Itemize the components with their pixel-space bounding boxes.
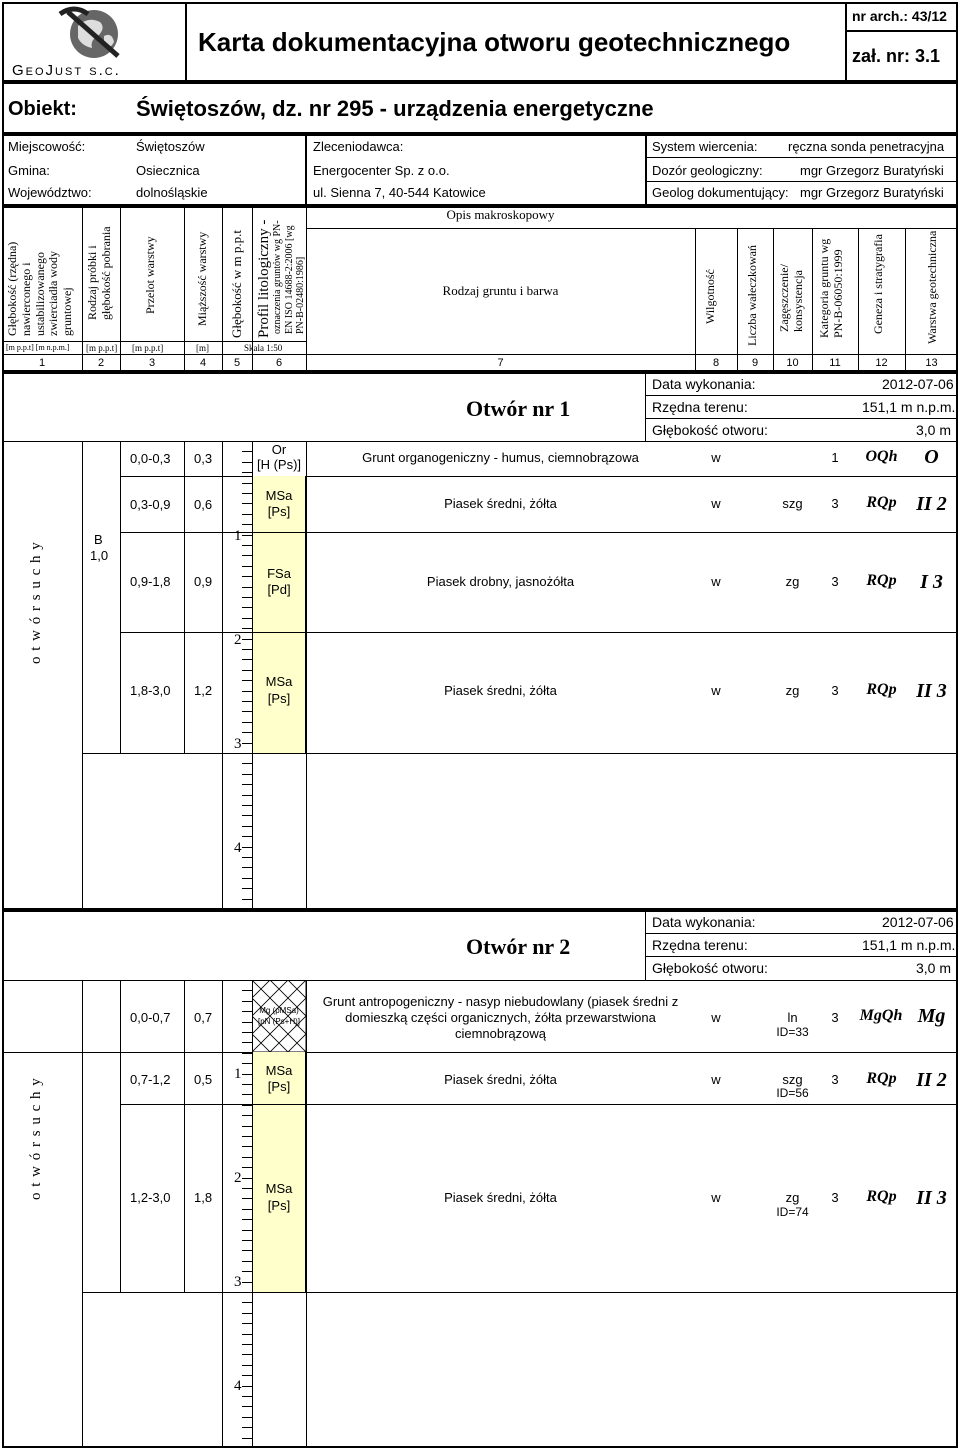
depth-tick (242, 1334, 252, 1335)
col-num-4: 4 (199, 357, 207, 369)
depth-tick (242, 1032, 252, 1033)
hole1-depth: 3,0 m (916, 422, 952, 438)
depth-tick (242, 545, 252, 546)
h1-l3-w: w (711, 683, 721, 698)
unit-col1: [m p.p.t] [m n.p.m.] (6, 343, 70, 352)
h2-l1-w: w (711, 1072, 721, 1087)
depth-tick (242, 847, 252, 848)
col5-header: Głębokość w m p.p.t (229, 230, 244, 338)
depth-tick (242, 1375, 252, 1376)
h2-l0-opis2: domieszką części organicznych, żółta przewarstwiona (345, 1010, 656, 1025)
depth-tick (242, 888, 252, 889)
col-num-8: 8 (712, 357, 720, 369)
h1-l3-sym1: MSa (265, 674, 293, 689)
hole1-elevation: 151,1 m n.p.m. (862, 399, 956, 415)
h1-l3-opis: Piasek średni, żółta (444, 683, 557, 698)
h1-l2-w: w (711, 574, 721, 589)
depth-tick (242, 722, 252, 723)
depth-tick (242, 1386, 252, 1387)
h1-l0-gen: OQh (865, 448, 898, 465)
hole2-elevation: 151,1 m n.p.m. (862, 937, 956, 953)
depth-tick (242, 576, 252, 577)
h2-depth-1: 1 (234, 1066, 242, 1082)
depth-tick (242, 462, 252, 463)
hole2-depth: 3,0 m (916, 960, 952, 976)
depth-tick (242, 514, 252, 515)
h1-l1-w: w (711, 496, 721, 511)
unit-col2: [m p.p.t] (86, 343, 118, 353)
h1-depth-2: 2 (234, 632, 242, 648)
col-num-10: 10 (786, 357, 799, 369)
depth-tick (242, 1240, 252, 1241)
col-num-2: 2 (97, 357, 105, 369)
h1-depth-3: 3 (234, 736, 242, 752)
h1-l2-sym2: [Pd] (267, 582, 291, 597)
col-num-9: 9 (751, 357, 759, 369)
h2-l2-mia: 1,8 (194, 1190, 213, 1205)
h1-l3-war: II 3 (916, 680, 947, 702)
h1-l2-kat: 3 (831, 574, 839, 589)
depth-tick (242, 1198, 252, 1199)
hole1-date: 2012-07-06 (882, 376, 954, 392)
depth-tick (242, 1302, 252, 1303)
col-num-11: 11 (829, 357, 841, 369)
h2-l2-war: II 3 (916, 1187, 947, 1209)
geolog-label: Geolog dokumentujący: (652, 185, 789, 200)
h2-l2-sym1: MSa (265, 1181, 293, 1196)
depth-tick (242, 753, 252, 754)
depth-tick (242, 1250, 252, 1251)
attachment-number: zał. nr: 3.1 (852, 46, 941, 66)
depth-tick (242, 1261, 252, 1262)
col3-header: Przelot warstwy (143, 236, 157, 314)
document-title: Karta dokumentacyjna otworu geotechnicznego (198, 27, 791, 57)
hole2-date: 2012-07-06 (882, 914, 954, 930)
hole2-title: Otwór nr 2 (466, 934, 571, 959)
h1-l2-przelot: 0,9-1,8 (130, 574, 171, 589)
depth-tick (242, 711, 252, 712)
h2-l2-opis1: Piasek średni, żółta (444, 1190, 557, 1205)
h2-l0-w: w (711, 1010, 721, 1025)
col7-header: Rodzaj gruntu i barwa (442, 283, 559, 298)
h2-depth-3: 3 (234, 1274, 242, 1290)
depth-tick (242, 1105, 252, 1106)
depth-tick (242, 1188, 252, 1189)
unit-col4: [m] (196, 343, 209, 353)
depth-tick (242, 535, 252, 536)
hole1-elevation-label: Rzędna terenu: (652, 399, 748, 415)
hole2-side-label: o t w ó r s u c h y (28, 1077, 44, 1200)
depth-tick (242, 1230, 252, 1231)
h2-l2-id: ID=74 (776, 1205, 809, 1219)
h1-l2-opis: Piasek drobny, jasnożółta (426, 574, 575, 589)
depth-tick (242, 587, 252, 588)
col6-header-sub: oznaczenia gruntów wg PN-EN ISO 14688-2:2006 [wg PN-B-02480:1986] (272, 220, 306, 334)
depth-tick (242, 1354, 252, 1355)
depth-tick (242, 1167, 252, 1168)
gmina-label: Gmina: (8, 163, 50, 178)
wojewodztwo-value: dolnośląskie (136, 185, 208, 200)
wojewodztwo-label: Województwo: (8, 185, 92, 200)
depth-tick (242, 899, 252, 900)
h1-l3-sym2: [Ps] (267, 691, 291, 706)
depth-tick (242, 659, 252, 660)
hole1-title: Otwór nr 1 (466, 396, 571, 421)
col-num-12: 12 (875, 357, 888, 369)
depth-tick (242, 483, 252, 484)
depth-tick (242, 566, 252, 567)
depth-tick (242, 732, 252, 733)
depth-tick (242, 1094, 252, 1095)
h2-l0-mia: 0,7 (194, 1010, 213, 1025)
depth-tick (242, 836, 252, 837)
gmina-value: Osiecznica (136, 163, 200, 178)
h2-l1-kat: 3 (831, 1072, 839, 1087)
h2-l2-gen: RQp (866, 1188, 897, 1205)
h2-l2-przelot: 1,2-3,0 (130, 1190, 171, 1205)
depth-tick (242, 628, 252, 629)
depth-tick (242, 451, 252, 452)
h2-depth-4: 4 (234, 1378, 242, 1394)
depth-tick (242, 607, 252, 608)
hole1-sample-depth: 1,0 (90, 548, 109, 563)
h2-l1-przelot: 0,7-1,2 (130, 1072, 171, 1087)
depth-tick (242, 1136, 252, 1137)
depth-tick (242, 555, 252, 556)
hole1-side-label: o t w ó r s u c h y (28, 541, 44, 664)
h2-l0-gen: MgQh (859, 1007, 903, 1024)
depth-tick (242, 1427, 252, 1428)
h1-l1-sym2: [Ps] (267, 504, 291, 519)
dozor-label: Dozór geologiczny: (652, 163, 763, 178)
depth-tick (242, 867, 252, 868)
h2-l1-sym1: MSa (265, 1063, 293, 1078)
depth-tick (242, 493, 252, 494)
col13-header: Warstwa geotechniczna (925, 230, 939, 344)
depth-tick (242, 1084, 252, 1085)
h2-depth-2: 2 (234, 1170, 242, 1186)
h1-l3-kons: zg (785, 683, 800, 698)
depth-tick (242, 1313, 252, 1314)
col-num-5: 5 (233, 357, 241, 369)
depth-tick (242, 1292, 252, 1293)
hole1-date-label: Data wykonania: (652, 376, 756, 392)
depth-tick (242, 1344, 252, 1345)
depth-tick (242, 701, 252, 702)
col12-header: Geneza i stratygrafia (871, 234, 885, 334)
depth-tick (242, 597, 252, 598)
system-label: System wiercenia: (652, 139, 758, 154)
depth-tick (242, 795, 252, 796)
h1-l2-sym1: FSa (267, 566, 291, 581)
depth-tick (242, 1074, 252, 1075)
object-value: Świętoszów, dz. nr 295 - urządzenia energetyczne (136, 96, 654, 121)
depth-tick (242, 691, 252, 692)
h2-l1-opis1: Piasek średni, żółta (444, 1072, 557, 1087)
opis-header: Opis makroskopowy (446, 207, 555, 222)
depth-tick (242, 680, 252, 681)
depth-tick (242, 826, 252, 827)
h2-l0-kons: ln (787, 1010, 798, 1025)
h1-l0-war: O (924, 446, 939, 468)
h2-l2-w: w (711, 1190, 721, 1205)
depth-tick (242, 763, 252, 764)
depth-tick (242, 1115, 252, 1116)
depth-tick (242, 639, 252, 640)
zleceniodawca-address: ul. Sienna 7, 40-544 Katowice (313, 185, 486, 200)
depth-tick (242, 1417, 252, 1418)
depth-tick (242, 1022, 252, 1023)
h2-l1-id: ID=56 (776, 1086, 809, 1100)
hole2-fill-hatch (252, 980, 306, 1052)
h1-depth-1: 1 (234, 528, 242, 544)
depth-tick (242, 1063, 252, 1064)
depth-tick (242, 878, 252, 879)
h1-l2-kons: zg (785, 574, 800, 589)
h2-l2-kons: zg (785, 1190, 800, 1205)
h1-l1-war: II 2 (916, 493, 947, 515)
depth-tick (242, 815, 252, 816)
h2-l0-sym1: Mg (pMSa) (259, 1006, 299, 1015)
h1-l2-gen: RQp (866, 572, 897, 589)
h1-l0-sym2: [H (Ps)] (256, 457, 302, 472)
col1-header: Głębokość (rzędna) nawierconego i ustabilizowanego zwierciadła wody gruntowej (5, 241, 75, 336)
object-label: Obiekt: (8, 98, 77, 120)
depth-tick (242, 1365, 252, 1366)
h1-l0-sym1: Or (271, 442, 287, 457)
depth-tick (242, 743, 252, 744)
depth-tick (242, 1323, 252, 1324)
h1-l1-kons: szg (782, 496, 803, 511)
col-num-6: 6 (275, 357, 283, 369)
system-value: ręczna sonda penetracyjna (788, 139, 945, 154)
depth-tick (242, 1438, 252, 1439)
miejscowosc-label: Miejscowość: (8, 139, 86, 154)
depth-tick (242, 805, 252, 806)
depth-tick (242, 618, 252, 619)
h2-l1-war: II 2 (916, 1069, 947, 1091)
depth-tick (242, 1406, 252, 1407)
depth-tick (242, 857, 252, 858)
h2-l0-id: ID=33 (776, 1025, 809, 1039)
col-num-7: 7 (497, 357, 504, 369)
company-name: GeoJust s.c. (12, 62, 121, 79)
h2-l1-mia: 0,5 (194, 1072, 213, 1087)
h1-l0-opis: Grunt organogeniczny - humus, ciemnobrązowa (362, 450, 639, 465)
geolog-value: mgr Grzegorz Buratyński (800, 185, 944, 200)
zleceniodawca-label: Zleceniodawca: (313, 139, 404, 154)
depth-tick (242, 1219, 252, 1220)
depth-tick (242, 524, 252, 525)
archive-number: nr arch.: 43/12 (852, 8, 947, 24)
depth-tick (242, 1396, 252, 1397)
h2-l0-war: Mg (917, 1005, 946, 1027)
h1-l3-mia: 1,2 (194, 683, 213, 698)
scale-label: Skala 1:50 (244, 343, 283, 353)
depth-tick (242, 1271, 252, 1272)
h1-l1-przelot: 0,3-0,9 (130, 497, 171, 512)
h2-l1-gen: RQp (866, 1070, 897, 1087)
h1-l2-mia: 0,9 (194, 574, 213, 589)
h1-l3-kat: 3 (831, 683, 839, 698)
col-num-3: 3 (148, 357, 156, 369)
col11-header: Kategoria gruntu wg PN-B-06050:1999 (817, 238, 845, 338)
depth-tick (242, 441, 252, 442)
h1-l1-sym1: MSa (265, 488, 293, 503)
col2-header: Rodzaj próbki i głębokość pobrania (85, 226, 113, 320)
depth-tick (242, 1282, 252, 1283)
h1-l0-kat: 1 (831, 450, 839, 465)
h1-l3-przelot: 1,8-3,0 (130, 683, 171, 698)
hole1-sample-code: B (94, 532, 103, 547)
depth-tick (242, 784, 252, 785)
h2-l0-kat: 3 (831, 1010, 839, 1025)
h2-l0-przelot: 0,0-0,7 (130, 1010, 171, 1025)
depth-tick (242, 1157, 252, 1158)
h2-l0-opis3: ciemnobrązową (454, 1026, 547, 1041)
unit-col3: [m p.p.t] (132, 343, 164, 353)
h2-l1-sym2: [Ps] (267, 1079, 291, 1094)
col6-header-title: Profil litologiczny - (256, 219, 272, 338)
col10-header: Zagęszczenie/ konsystencja (777, 264, 805, 332)
col4-header: Miąższość warstwy (195, 231, 209, 326)
depth-tick (242, 670, 252, 671)
h1-depth-4: 4 (234, 840, 242, 856)
h1-l1-opis: Piasek średni, żółta (444, 496, 557, 511)
h2-l0-opis1: Grunt antropogeniczny - nasyp niebudowlany (piasek średni z (322, 994, 679, 1009)
depth-tick (242, 980, 252, 981)
col9-header: Liczba wałeczkowań (745, 245, 759, 346)
depth-tick (242, 1011, 252, 1012)
zleceniodawca-name: Energocenter Sp. z o.o. (313, 163, 450, 178)
dozor-value: mgr Grzegorz Buratyński (800, 163, 944, 178)
logo (8, 6, 180, 78)
h1-l1-kat: 3 (831, 496, 839, 511)
depth-tick (242, 472, 252, 473)
miejscowosc-value: Świętoszów (136, 139, 205, 154)
depth-tick (242, 1042, 252, 1043)
depth-tick (242, 774, 252, 775)
depth-tick (242, 1001, 252, 1002)
depth-tick (242, 1209, 252, 1210)
hole2-depth-label: Głębokość otworu: (652, 960, 768, 976)
depth-tick (242, 503, 252, 504)
hole2-frame (2, 910, 958, 1448)
h1-l2-war: I 3 (920, 571, 943, 593)
hole1-depth-label: Głębokość otworu: (652, 422, 768, 438)
h1-l3-gen: RQp (866, 681, 897, 698)
depth-tick (242, 1178, 252, 1179)
h1-l0-przelot: 0,0-0,3 (130, 451, 171, 466)
h2-l2-sym2: [Ps] (267, 1198, 291, 1213)
h2-l2-kat: 3 (831, 1190, 839, 1205)
h1-l1-mia: 0,6 (194, 497, 213, 512)
h1-l0-mia: 0,3 (194, 451, 213, 466)
h2-l0-sym2: [nN (Ps+H)] (257, 1017, 300, 1026)
hole2-elevation-label: Rzędna terenu: (652, 937, 748, 953)
h2-l1-kons: szg (782, 1072, 803, 1087)
depth-tick (242, 990, 252, 991)
h1-l0-w: w (711, 450, 721, 465)
hole2-date-label: Data wykonania: (652, 914, 756, 930)
depth-tick (242, 1126, 252, 1127)
col8-header: Wilgotność (703, 269, 717, 324)
col-num-1: 1 (38, 357, 46, 369)
depth-tick (242, 649, 252, 650)
depth-tick (242, 1146, 252, 1147)
depth-tick (242, 1053, 252, 1054)
col-num-13: 13 (925, 357, 938, 369)
h1-l1-gen: RQp (866, 494, 897, 511)
